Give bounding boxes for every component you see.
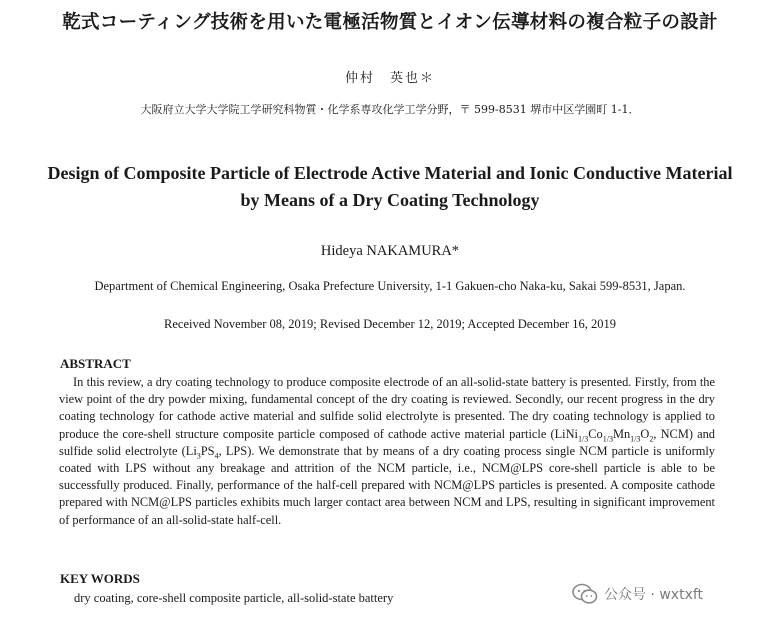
english-title	[0, 160, 780, 214]
abstract-body	[59, 374, 715, 529]
english-author: Hideya NAKAMURA*	[320, 243, 460, 259]
abstract-text: O	[640, 426, 650, 441]
subscript: 3	[196, 451, 201, 461]
watermark	[572, 583, 703, 605]
english-title-line1: Design of Composite Particle of Electrode Active Material and Ionic Conductive Material	[47, 163, 733, 183]
abstract-heading: ABSTRACT	[60, 356, 131, 371]
english-affiliation: Department of Chemical Engineering, Osaka Prefecture University, 1-1 Gakuen-cho Naka-ku, Sakai 599-8531, Japan.	[94, 279, 686, 293]
keywords-heading: KEY WORDS	[60, 571, 140, 586]
abstract-text: In this review, a dry coating technology to produce composite electrode of an all-solid-state battery is presented. Firstly, from the view point of the dry powder mixing, fundamental concept of the dry coating is reviewed. Secondly, our recent progress in the dry coating technology for cathode active material and sulfide solid electrolyte is presented. The dry coating technology is applied to produce the core-shell structure composite particle composed of cathode active material particle (LiNi	[59, 375, 715, 441]
subscript: 4	[214, 451, 219, 461]
subscript: 1/3	[578, 434, 589, 444]
watermark-text: 公众号 · wxtxft	[604, 587, 704, 603]
abstract-text: , LPS). We demonstrate that by means of a dry coating process single NCM particle is uniformly coated with LPS without any breakage and attrition of the NCM particle, i.e., NCM@LPS core-shell particle is able to be successfully produced. Finally, performance of the half-cell prepared with NCM@LPS particles is presented. A composite cathode prepared with NCM@LPS particles exhibits much larger contact area between NCM and LPS, resulting in significant improvement of performance of an all-solid-state half-cell.	[59, 443, 715, 527]
abstract-text: Mn	[612, 426, 631, 441]
subscript: 1/3	[602, 434, 613, 444]
abstract-text: , NCM) and sulfide solid electrolyte (Li	[59, 426, 715, 458]
japanese-author: 仲村 英也＊	[344, 71, 435, 86]
subscript: 1/3	[630, 434, 641, 444]
english-title-line2: by Means of a Dry Coating Technology	[240, 190, 540, 210]
abstract-text: Co	[588, 426, 603, 441]
publication-dates: Received November 08, 2019; Revised December 12, 2019; Accepted December 16, 2019	[164, 317, 616, 331]
wechat-icon	[572, 583, 598, 605]
keywords: dry coating, core-shell composite particle, all-solid-state battery	[74, 591, 394, 605]
abstract-paragraph	[59, 374, 715, 529]
subscript: 2	[649, 434, 654, 444]
japanese-affiliation: 大阪府立大学大学院工学研究科物質・化学系専攻化学工学分野，〒 599-8531 堺市中区学園町 1-1．	[140, 103, 640, 116]
abstract-text: PS	[200, 443, 215, 458]
japanese-title: 乾式コーティング技術を用いた電極活物質とイオン伝導材料の複合粒子の設計	[62, 12, 718, 33]
